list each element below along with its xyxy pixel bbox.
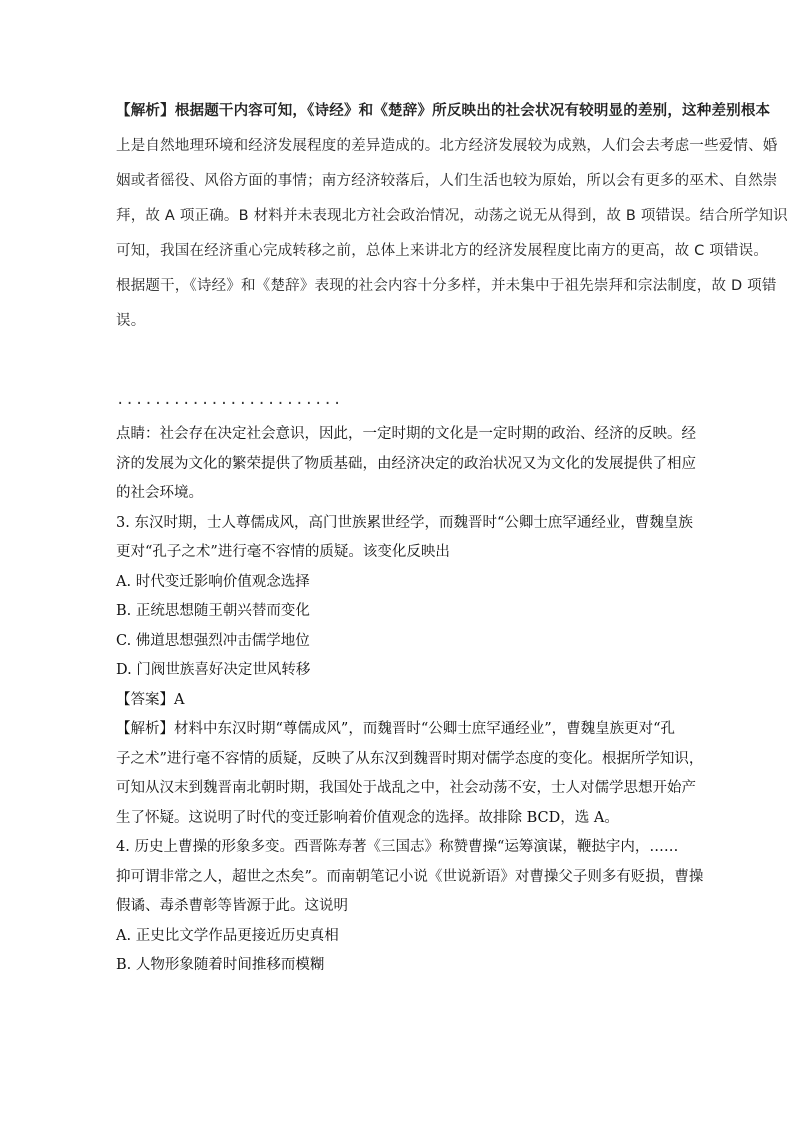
option-a: A. 时代变迁影响价值观念选择 xyxy=(116,573,310,590)
analysis-line: 根据题干，《诗经》和《楚辞》表现的社会内容十分多样，并未集中于祖先崇拜和宗法制度，故 D 项错 xyxy=(116,278,777,294)
comment-line: 济的发展为文化的繁荣提供了物质基础，由经济决定的政治状况又为文化的发展提供了相应 xyxy=(116,455,696,472)
question-4-stem: 假谲、毒杀曹彰等皆源于此。这说明 xyxy=(116,898,348,914)
analysis-line: 可知从汉末到魏晋南北朝时期，我国处于战乱之中，社会动荡不安，士人对儒学思想开始产 xyxy=(116,780,696,796)
comment-line: 的社会环境。 xyxy=(116,485,203,501)
analysis-line: 上是自然地理环境和经济发展程度的差异造成的。北方经济发展较为成熟，人们会去考虑一些爱情、婚 xyxy=(116,138,778,154)
answer: 【答案】A xyxy=(116,691,185,708)
analysis-line: 子之术”进行毫不容情的质疑，反映了从东汉到魏晋时期对儒学态度的变化。根据所学知识， xyxy=(116,750,704,767)
option-c: C. 佛道思想强烈冲击儒学地位 xyxy=(116,632,310,649)
analysis-line: 姻或者徭役、风俗方面的事情；南方经济较落后，人们生活也较为原始，所以会有更多的巫术、自然崇 xyxy=(116,173,778,189)
analysis-line: 可知，我国在经济重心完成转移之前，总体上来讲北方的经济发展程度比南方的更高，故 C 项错误。 xyxy=(116,243,769,259)
option-b: B. 人物形象随着时间推移而模糊 xyxy=(116,957,325,973)
question-3-stem: 3. 东汉时期，士人尊儒成风，高门世族累世经学，而魏晋时“公卿士庶罕通经业，曹魏皇族 xyxy=(116,514,693,531)
option-b: B. 正统思想随王朝兴替而变化 xyxy=(116,603,310,619)
analysis-label: 【解析】 xyxy=(116,103,175,119)
question-3-stem: 更对“孔子之术”进行毫不容情的质疑。该变化反映出 xyxy=(116,544,450,560)
analysis-block-1 xyxy=(116,94,788,339)
analysis-line: 【解析】根据题干内容可知，《诗经》和《楚辞》所反映出的社会状况有较明显的差别，这种差别根本 xyxy=(116,103,771,119)
analysis-line: 拜，故 A 项正确。B 材料并未表现北方社会政治情况，动荡之说无从得到，故 B 项错误。结合所学知识 xyxy=(116,208,788,224)
analysis-line: 生了怀疑。这说明了时代的变迁影响着价值观念的选择。故排除 BCD，选 A。 xyxy=(116,809,619,826)
question-4-stem: 抑可谓非常之人，超世之杰矣”。而南朝笔记小说《世说新语》对曹操父子则多有贬损，曹操 xyxy=(116,868,704,885)
analysis-line: 【解析】材料中东汉时期“尊儒成风”，而魏晋时“公卿士庶罕通经业”，曹魏皇族更对“孔 xyxy=(116,721,676,737)
question-4-stem: 4. 历史上曹操的形象多变。西晋陈寿著《三国志》称赞曹操“运筹演谋，鞭挞宇内，…… xyxy=(116,839,679,855)
comment-block xyxy=(116,420,706,981)
option-a: A. 正史比文学作品更接近历史真相 xyxy=(116,927,339,944)
analysis-line: 误。 xyxy=(116,313,146,329)
dotted-divider: ························ xyxy=(116,396,343,412)
option-d: D. 门阀世族喜好决定世风转移 xyxy=(116,662,311,678)
comment-line: 点睛：社会存在决定社会意识，因此，一定时期的文化是一定时期的政治、经济的反映。经 xyxy=(116,426,696,442)
